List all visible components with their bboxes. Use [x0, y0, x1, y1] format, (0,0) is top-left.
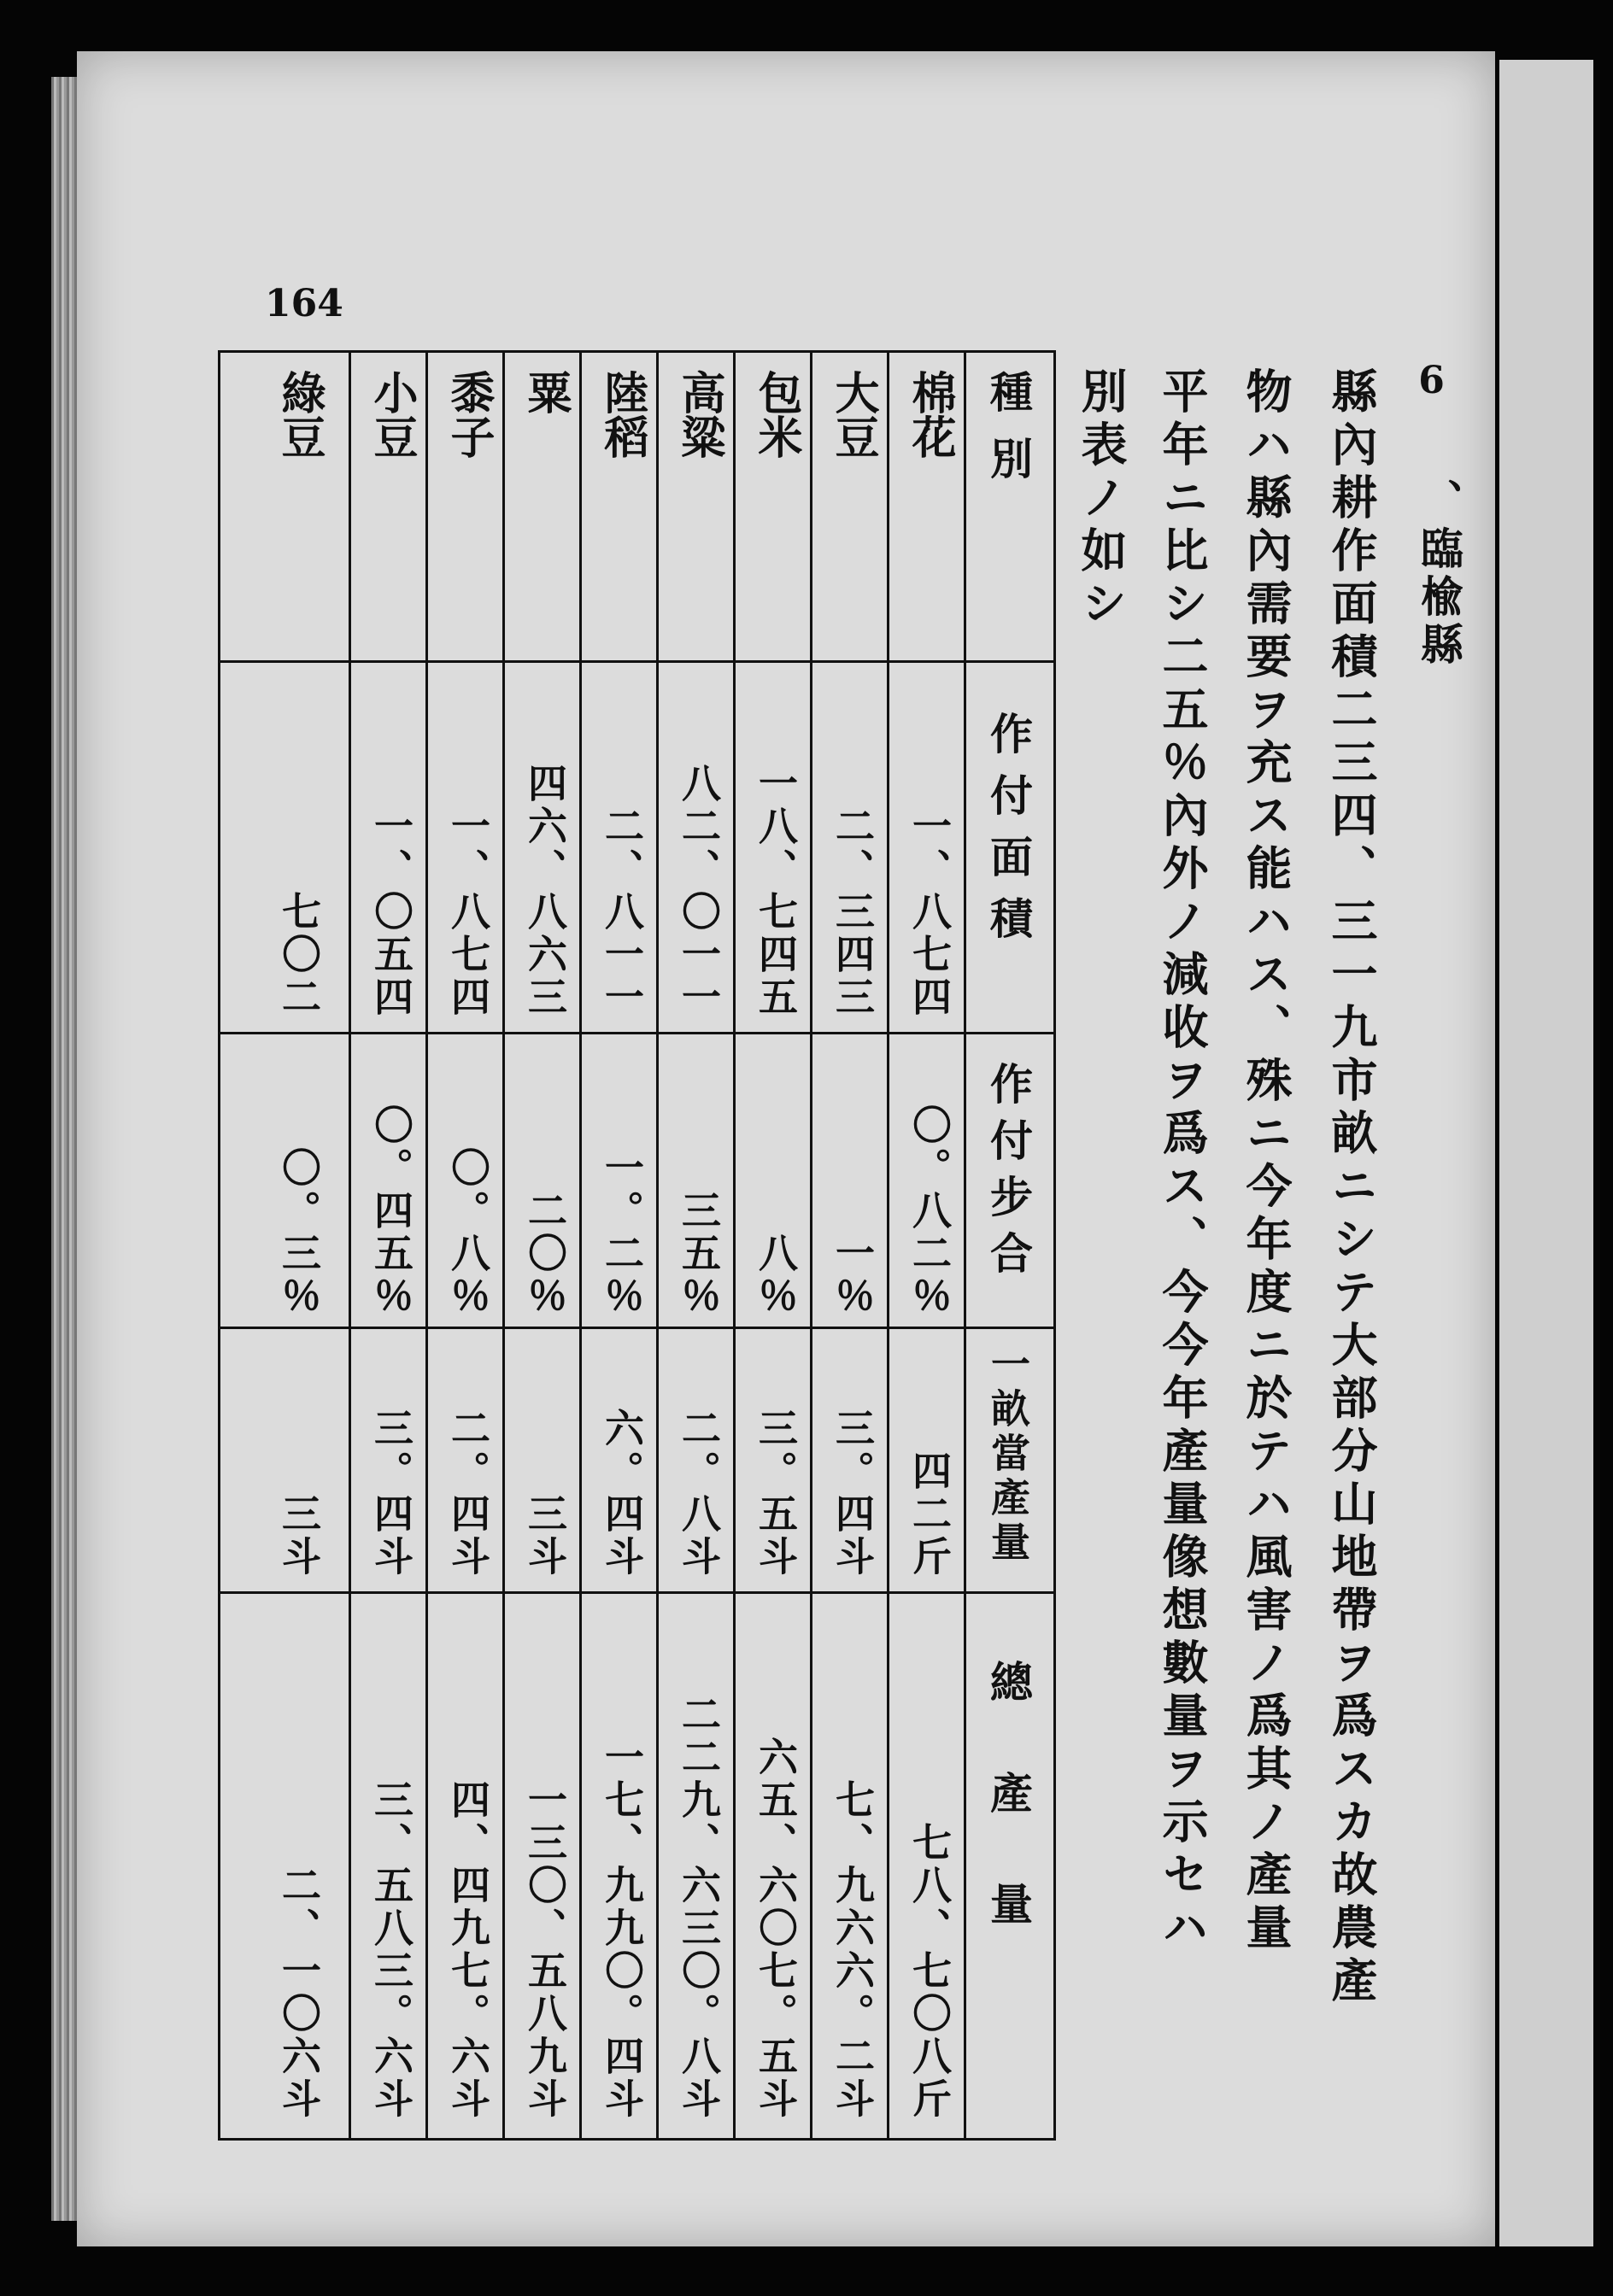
crop-ratio: 三五％ — [676, 1190, 722, 1318]
crop-area: 一、〇五四 — [368, 805, 414, 1019]
crop-name: 黍子 — [443, 370, 495, 459]
page-number: 164 — [265, 282, 343, 325]
paragraph-line-2: 物ハ縣內需要ヲ充ス能ハス、殊ニ今年度ニ於テハ風害ノ爲其ノ產量 — [1239, 367, 1293, 1956]
crop-per-mu: 二。四斗 — [445, 1408, 491, 1578]
section-number: 6 — [1410, 359, 1453, 402]
crop-area: 七〇二 — [276, 891, 322, 1019]
crop-ratio: 〇。三％ — [276, 1147, 322, 1318]
crop-ratio: 〇。八％ — [445, 1147, 491, 1318]
crop-total: 七、九六六。二斗 — [830, 1779, 876, 2121]
crop-name: 高粱 — [673, 370, 725, 459]
crop-ratio: 一。二％ — [599, 1147, 645, 1318]
crop-name: 綠豆 — [273, 370, 326, 459]
crop-per-mu: 三斗 — [276, 1493, 322, 1578]
header-per-mu: 一畝當產量 — [985, 1344, 1031, 1566]
crop-table — [218, 350, 1056, 2141]
paragraph-line-4: 別表ノ如シ — [1074, 367, 1129, 632]
crop-area: 一八、七四五 — [753, 763, 799, 1019]
crop-area: 二、八一一 — [599, 805, 645, 1019]
paragraph-line-3: 平年ニ比シ二五％內外ノ減收ヲ爲ス、今今年產量像想數量ヲ示セハ — [1155, 367, 1210, 1956]
crop-total: 一三〇、五八九斗 — [522, 1779, 568, 2121]
crop-area: 一、八七四 — [906, 805, 953, 1019]
crop-per-mu: 三。四斗 — [830, 1408, 876, 1578]
crop-total: 四、四九七。六斗 — [445, 1779, 491, 2121]
section-title: 、臨楡縣 — [1414, 478, 1464, 670]
crop-name: 粟 — [519, 370, 572, 414]
crop-ratio: 〇。四五％ — [368, 1104, 414, 1318]
header-kind: 種別 — [983, 370, 1034, 503]
crop-area: 一、八七四 — [445, 805, 491, 1019]
crop-per-mu: 六。四斗 — [599, 1408, 645, 1578]
adjacent-page-strip — [1499, 60, 1593, 2246]
crop-name: 小豆 — [366, 370, 418, 459]
crop-ratio: 〇。八二％ — [906, 1104, 953, 1318]
crop-area: 二、三四三 — [830, 805, 876, 1019]
crop-total: 一七、九九〇。四斗 — [599, 1737, 645, 2121]
crop-per-mu: 三斗 — [522, 1493, 568, 1578]
crop-area: 八二、〇一一 — [676, 763, 722, 1019]
crop-ratio: 二〇％ — [522, 1190, 568, 1318]
crop-area: 四六、八六三 — [522, 763, 568, 1019]
crop-per-mu: 三。五斗 — [753, 1408, 799, 1578]
header-area: 作付面積 — [983, 712, 1034, 958]
crop-total: 六五、六〇七。五斗 — [753, 1737, 799, 2121]
crop-name: 包米 — [750, 370, 802, 459]
crop-total: 二、一〇六斗 — [276, 1865, 322, 2121]
crop-per-mu: 三。四斗 — [368, 1408, 414, 1578]
crop-total: 七八、七〇八斤 — [906, 1822, 953, 2121]
crop-name: 棉花 — [904, 370, 956, 459]
crop-per-mu: 四二斤 — [906, 1450, 953, 1578]
crop-name: 大豆 — [827, 370, 879, 459]
crop-ratio: 一％ — [830, 1233, 876, 1318]
crop-total: 二二九、六三〇。八斗 — [676, 1694, 722, 2121]
crop-ratio: 八％ — [753, 1233, 799, 1318]
header-ratio: 作付步合 — [983, 1062, 1034, 1287]
header-total: 總產量 — [983, 1660, 1034, 1993]
paragraph-line-1: 縣內耕作面積二三四、三一九市畝ニシテ大部分山地帶ヲ爲スカ故農產 — [1324, 367, 1379, 2009]
crop-name: 陸稻 — [596, 370, 648, 459]
crop-per-mu: 二。八斗 — [676, 1408, 722, 1578]
crop-total: 三、五八三。六斗 — [368, 1779, 414, 2121]
